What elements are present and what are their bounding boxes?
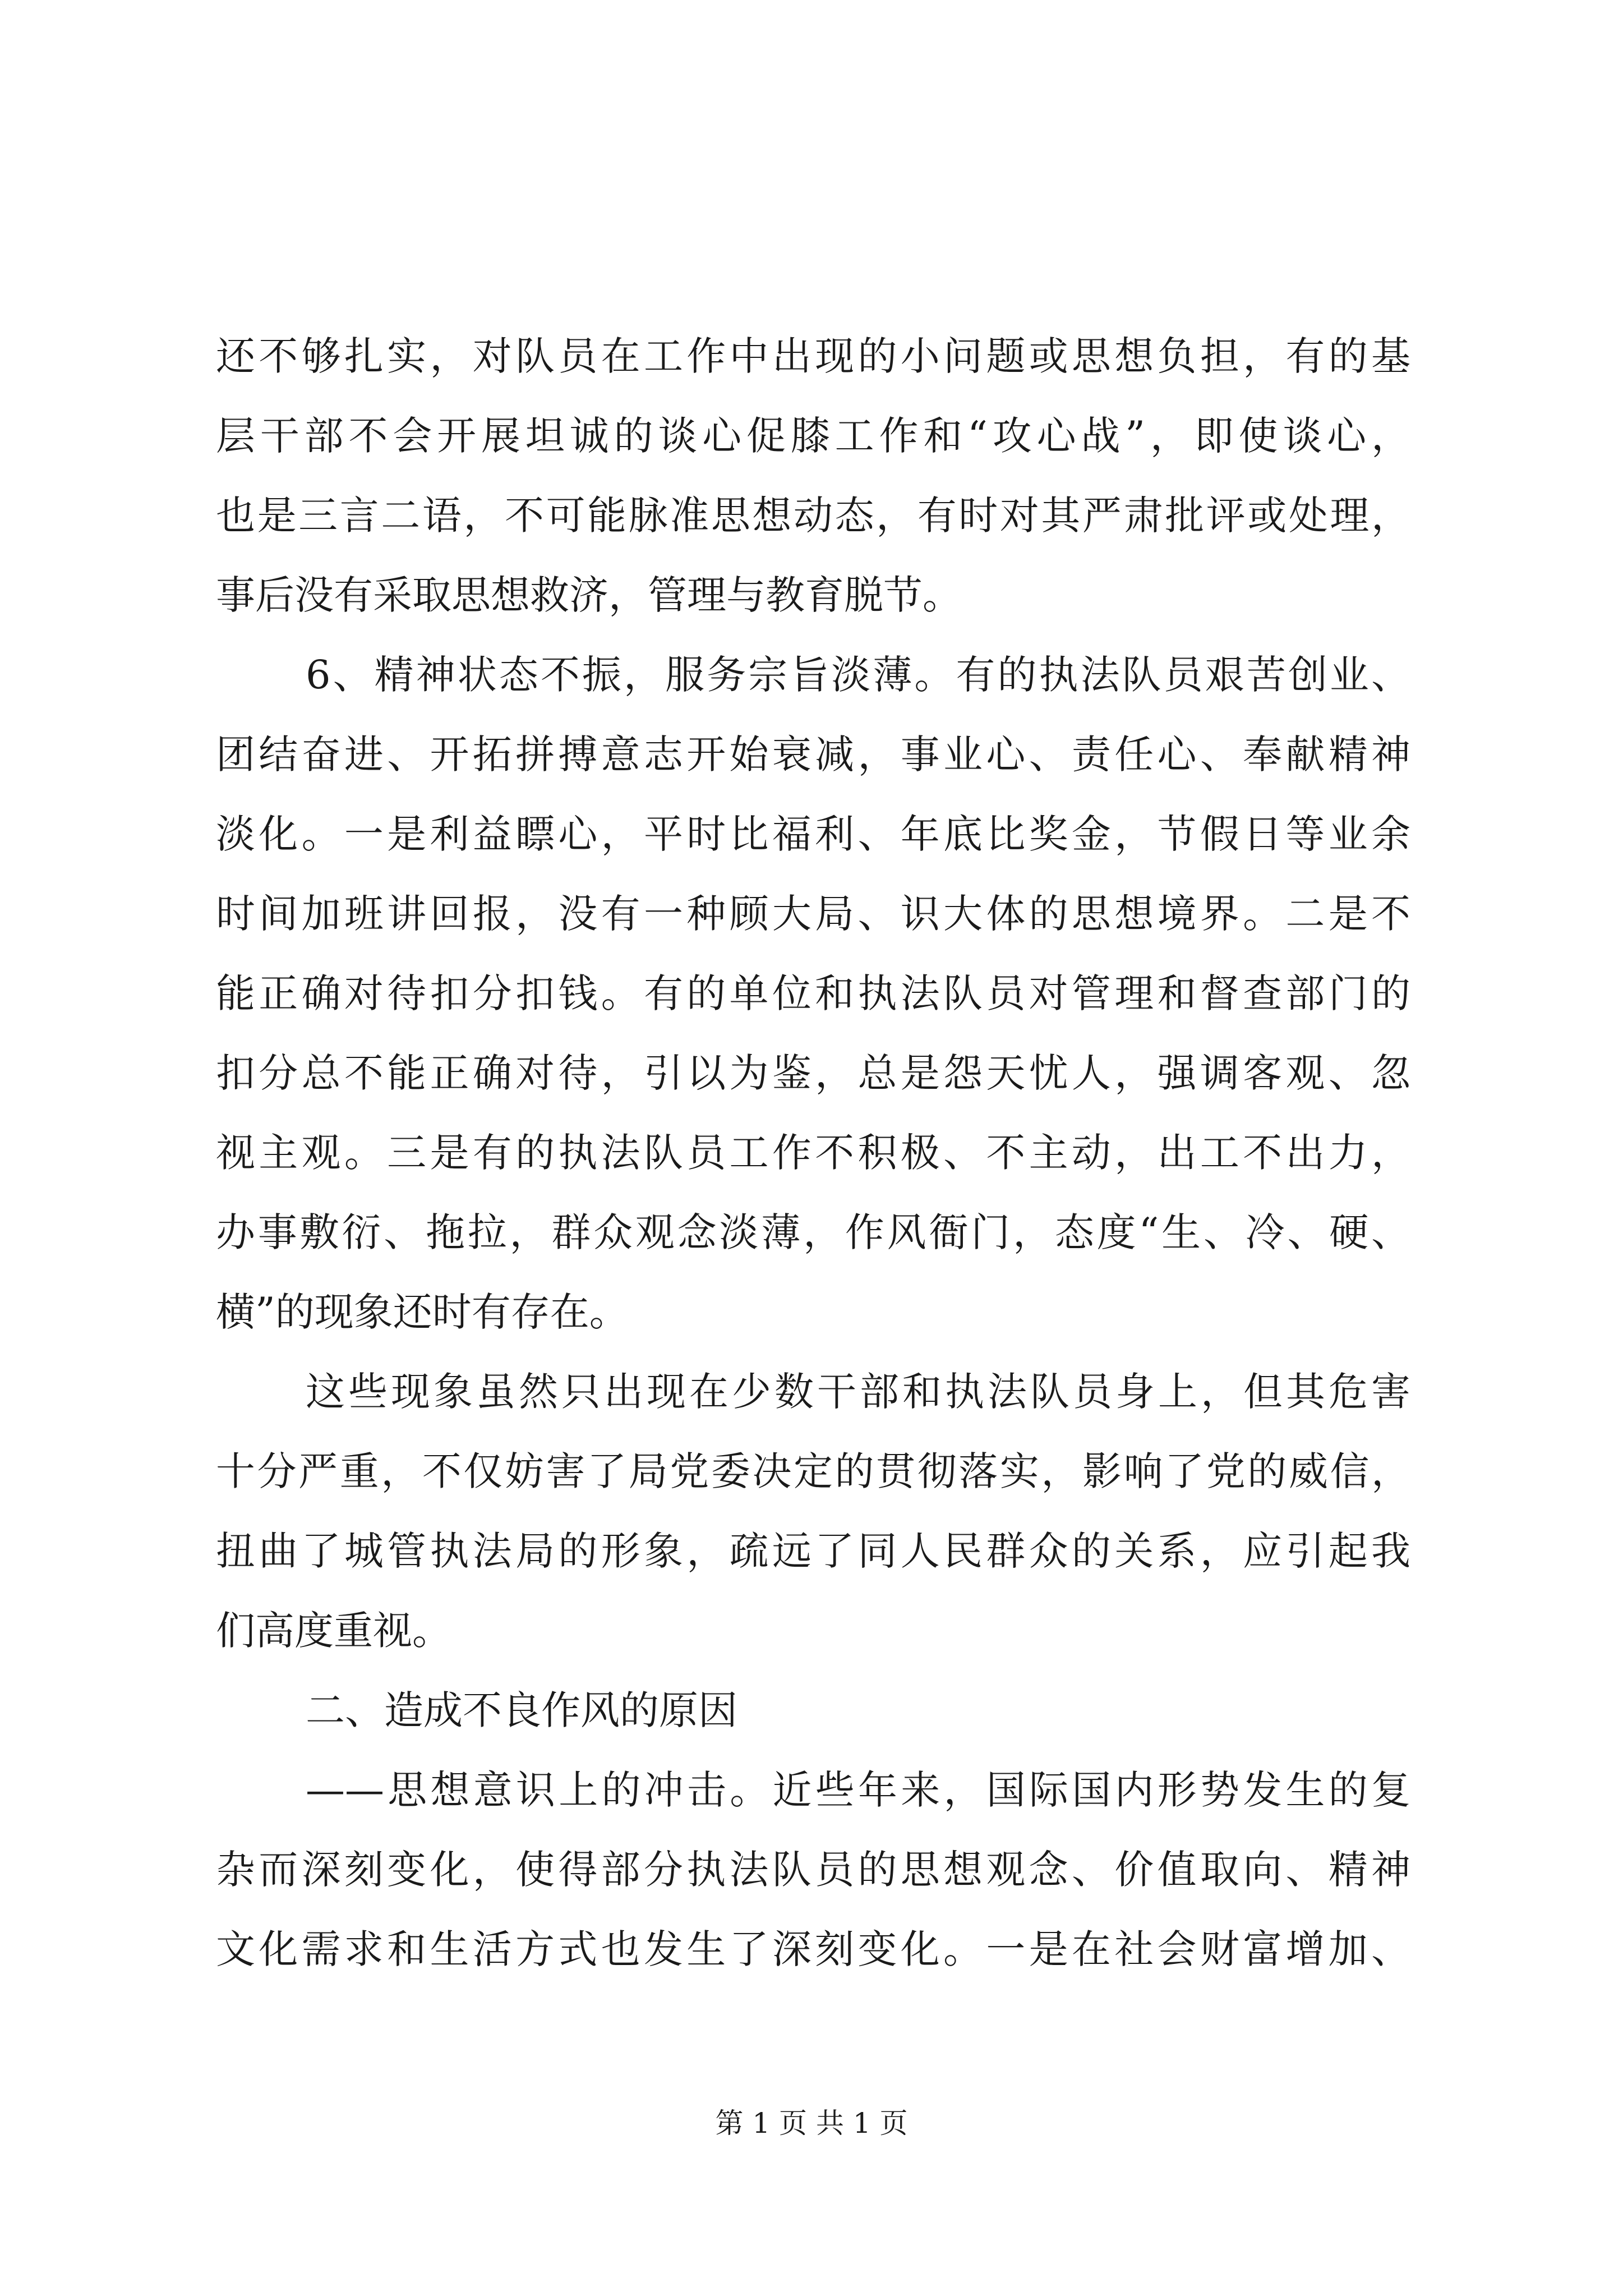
text-line: 办事敷衍、拖拉，群众观念淡薄，作风衙门，态度“生、冷、硬、 [216, 1209, 1410, 1255]
text-line: 能正确对待扣分扣钱。有的单位和执法队员对管理和督查部门的 [216, 970, 1410, 1016]
page-footer: 第 1 页 共 1 页 [715, 2107, 908, 2139]
text-line: 视主观。三是有的执法队员工作不积极、不主动，出工不出力， [216, 1130, 1410, 1176]
text-line: 扣分总不能正确对待，引以为鉴，总是怨天忧人，强调客观、忽 [216, 1050, 1410, 1096]
text-line: 时间加班讲回报，没有一种顾大局、识大体的思想境界。二是不 [216, 891, 1410, 937]
text-line: 横”的现象还时有存在。 [216, 1289, 629, 1335]
text-line: 扭曲了城管执法局的形象，疏远了同人民群众的关系，应引起我 [216, 1528, 1410, 1574]
paragraph-start-line: 6、精神状态不振，服务宗旨淡薄。有的执法队员艰苦创业、 [306, 652, 1410, 698]
text-line: 十分严重，不仅妨害了局党委决定的贯彻落实，影响了党的威信， [216, 1448, 1410, 1494]
text-line: 事后没有采取思想救济，管理与教育脱节。 [216, 572, 962, 618]
paragraph-start-line: ——思想意识上的冲击。近些年来，国际国内形势发生的复 [306, 1767, 1410, 1813]
text-line: 杂而深刻变化，使得部分执法队员的思想观念、价值取向、精神 [216, 1847, 1410, 1893]
paragraph-start-line: 这些现象虽然只出现在少数干部和执法队员身上，但其危害 [306, 1369, 1410, 1415]
text-line: 文化需求和生活方式也发生了深刻变化。一是在社会财富增加、 [216, 1926, 1410, 1972]
text-line: 还不够扎实，对队员在工作中出现的小问题或思想负担，有的基 [216, 333, 1410, 379]
text-line: 团结奋进、开拓拼搏意志开始衰减，事业心、责任心、奉献精神 [216, 731, 1410, 777]
text-line: 也是三言二语，不可能脉准思想动态，有时对其严肃批评或处理， [216, 493, 1410, 539]
text-line: 淡化。一是利益瞟心，平时比福利、年底比奖金，节假日等业余 [216, 811, 1410, 857]
text-line: 们高度重视。 [216, 1608, 451, 1654]
section-heading: 二、造成不良作风的原因 [306, 1687, 737, 1733]
text-line: 层干部不会开展坦诚的谈心促膝工作和“攻心战”，即使谈心， [216, 413, 1410, 459]
